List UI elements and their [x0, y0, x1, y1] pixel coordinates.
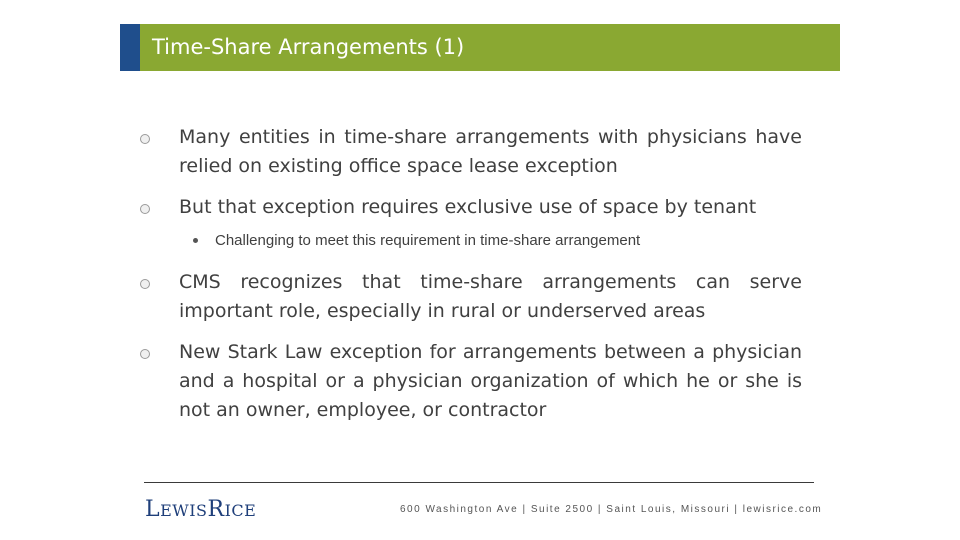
lewisrice-logo: LEWISRICE: [145, 497, 257, 522]
bullet-item: [140, 268, 802, 326]
bullet-item: [140, 338, 802, 425]
bullet-item: [140, 123, 802, 181]
footer-divider: [144, 482, 814, 483]
bullet-dot-icon: [140, 279, 150, 289]
bullet-dot-icon: [140, 134, 150, 144]
footer-address: 600 Washington Ave | Suite 2500 | Saint Louis, Missouri | lewisrice.com: [400, 504, 823, 515]
bullet-text: New Stark Law exception for arrangements between a physician and a hospital or a physician organization of which he or she is not an owner, employee, or contractor: [179, 341, 802, 421]
bullet-dot-icon: [140, 204, 150, 214]
bullet-text: Many entities in time-share arrangements with physicians have relied on existing office space lease exception: [179, 126, 802, 177]
sub-bullet-text: Challenging to meet this requirement in time-share arrangement: [215, 232, 641, 249]
sub-bullet-dot-icon: [193, 238, 198, 243]
sub-bullet-item: [140, 231, 802, 251]
title-bar: [120, 24, 840, 71]
slide-title: Time-Share Arrangements (1): [152, 35, 465, 59]
bullet-text: But that exception requires exclusive use of space by tenant: [179, 196, 757, 218]
bullet-text: CMS recognizes that time-share arrangements can serve important role, especially in rural or underserved areas: [179, 271, 802, 322]
bullet-dot-icon: [140, 349, 150, 359]
bullet-list: [140, 123, 802, 425]
title-accent-stripe: [120, 24, 140, 71]
bullet-item: [140, 193, 802, 222]
